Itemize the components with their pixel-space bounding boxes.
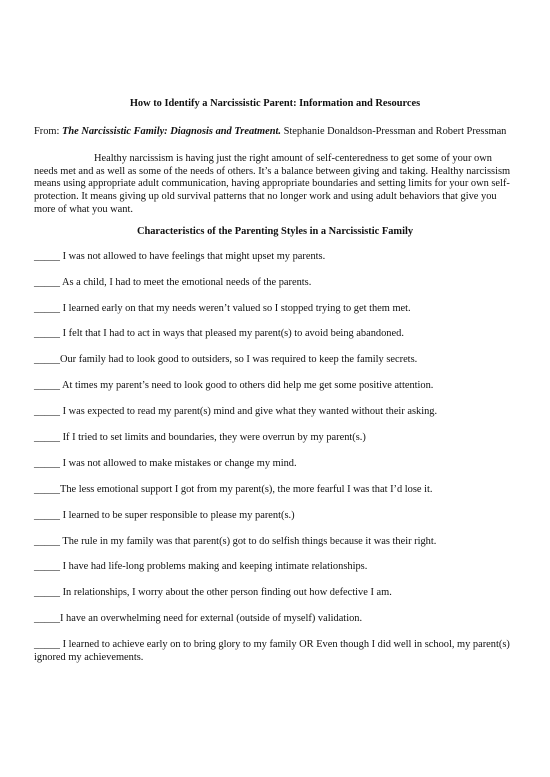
checklist-item: _____ I was expected to read my parent(s) mind and give what they wanted without their asking. (34, 406, 438, 418)
source-citation (34, 126, 516, 139)
book-authors: Stephanie Donaldson-Pressman and Robert Pressman (281, 125, 507, 137)
book-title: The Narcissistic Family: Diagnosis and Treatment. (62, 125, 281, 137)
intro-paragraph: Healthy narcissism is having just the right amount of self-centeredness to get some of your own needs met and as well as some of the needs of others. It’s a balance between giving and taking. Healthy narcissism means using appropriate adult communication, having appropriate boundaries and setting limits for your own self-protection. It means giving up old survival patterns that no longer work and using adult behaviors that give you more of what you want. (34, 153, 511, 215)
checklist-item: _____I have an overwhelming need for external (outside of myself) validation. (34, 613, 363, 625)
checklist-item: _____ I was not allowed to have feelings that might upset my parents. (34, 250, 326, 262)
checklist (34, 251, 516, 665)
checklist-item: _____ I was not allowed to make mistakes or change my mind. (34, 457, 297, 469)
checklist-item: _____ The rule in my family was that parent(s) got to do selfish things because it was their right. (34, 535, 437, 547)
checklist-item: _____ I learned to be super responsible to please my parent(s.) (34, 509, 295, 521)
document-content (34, 98, 516, 678)
checklist-item: _____The less emotional support I got from my parent(s), the more fearful I was that I’d lose it. (34, 483, 433, 495)
checklist-item: _____ I felt that I had to act in ways that pleased my parent(s) to avoid being abandoned. (34, 328, 404, 340)
checklist-item: _____ If I tried to set limits and boundaries, they were overrun by my parent(s.) (34, 431, 366, 443)
source-prefix: From: (34, 125, 63, 137)
checklist-item: _____ At times my parent’s need to look good to others did help me get some positive attention. (34, 380, 434, 392)
checklist-item: _____ I have had life-long problems making and keeping intimate relationships. (34, 561, 368, 573)
checklist-item: _____ In relationships, I worry about the other person finding out how defective I am. (34, 587, 392, 599)
checklist-item: _____ I learned early on that my needs weren’t valued so I stopped trying to get them met. (34, 302, 411, 314)
section-heading: Characteristics of the Parenting Styles in a Narcissistic Family (136, 226, 414, 238)
checklist-item: _____ I learned to achieve early on to bring glory to my family OR Even though I did well in school, my parent(s) ignored my achievements. (34, 639, 510, 663)
checklist-item: _____Our family had to look good to outsiders, so I was required to keep the family secrets. (34, 354, 418, 366)
document-title: How to Identify a Narcissistic Parent: Information and Resources (129, 98, 421, 109)
checklist-item: _____ As a child, I had to meet the emotional needs of the parents. (34, 276, 312, 288)
